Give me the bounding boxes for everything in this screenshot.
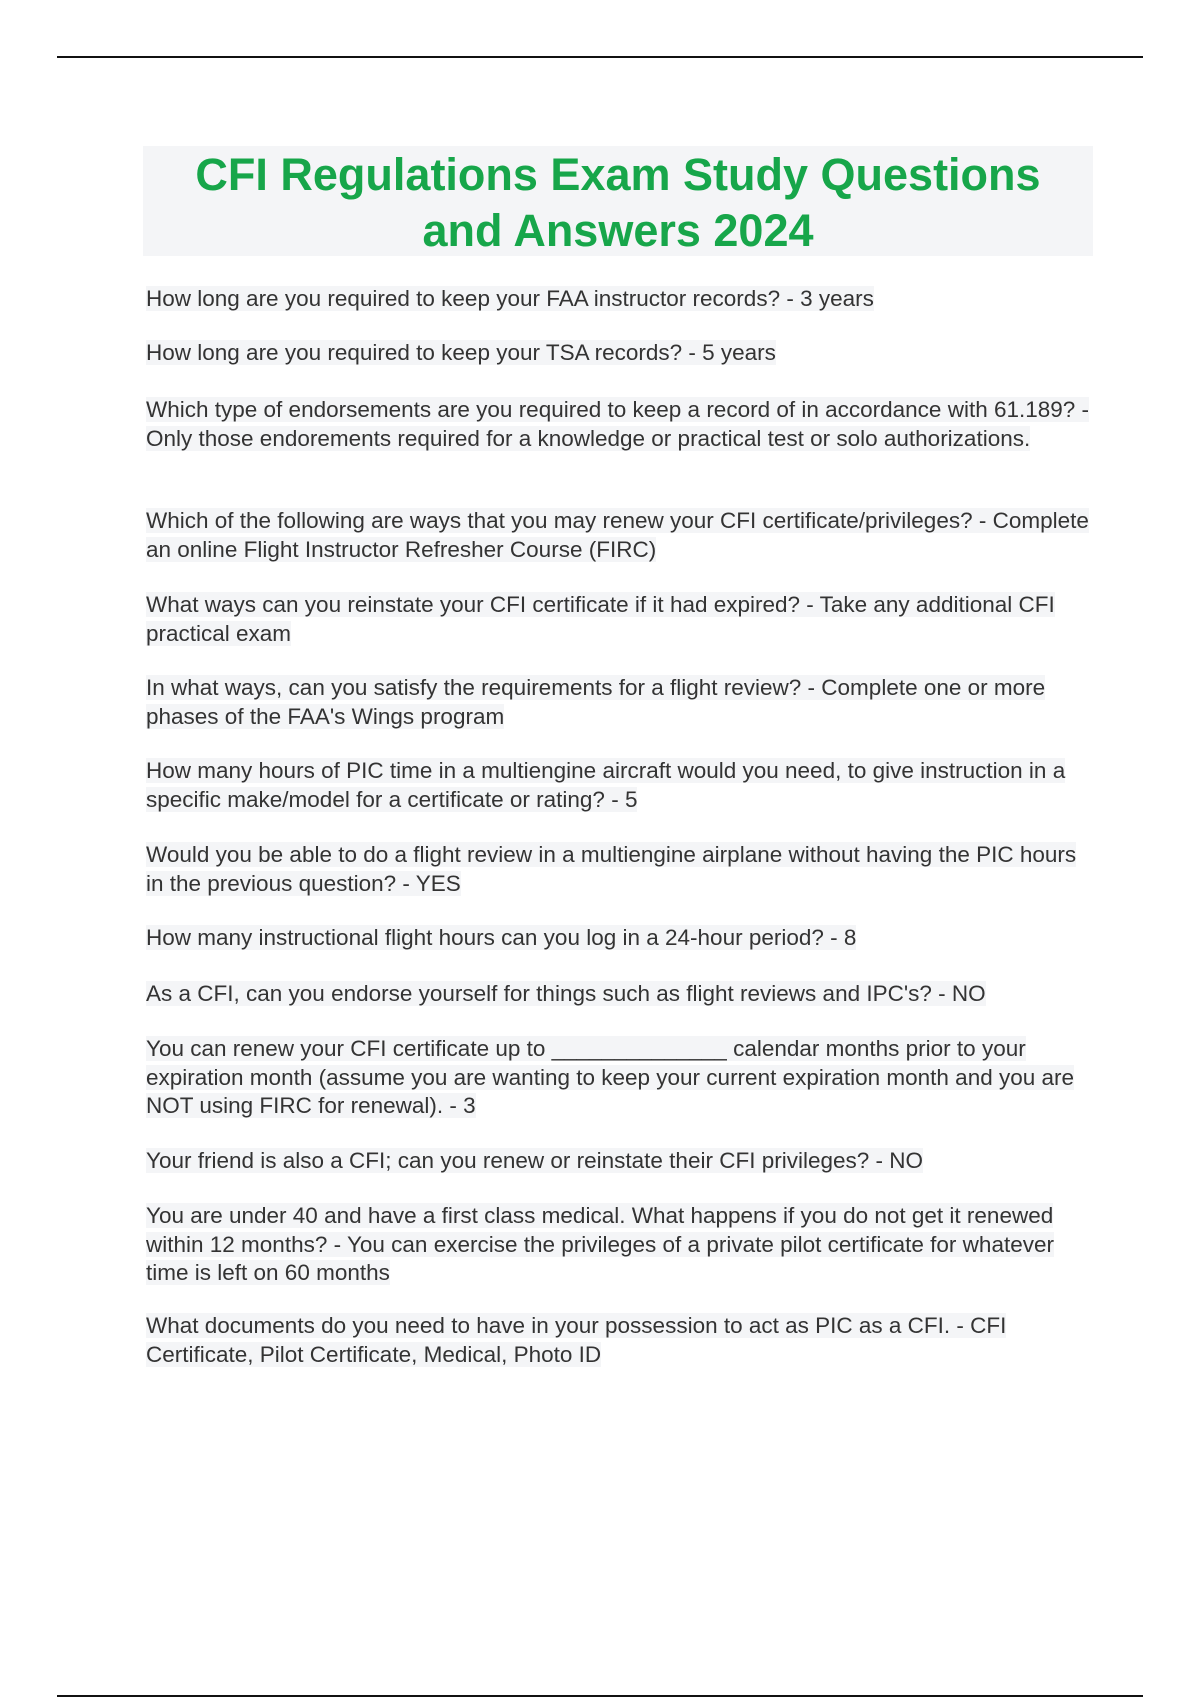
- qa-item: [146, 841, 1091, 898]
- qa-text: How long are you required to keep your FAA instructor records? - 3 years: [146, 286, 874, 311]
- qa-item: [146, 396, 1091, 453]
- qa-text: How many hours of PIC time in a multiengine aircraft would you need, to give instruction in a specific make/model for a certificate or rating? - 5: [146, 758, 1066, 812]
- qa-text: Would you be able to do a flight review in a multiengine airplane without having the PIC hours in the previous question? - YES: [146, 842, 1077, 896]
- qa-item: [146, 980, 1091, 1009]
- qa-text: Your friend is also a CFI; can you renew or reinstate their CFI privileges? - NO: [146, 1148, 923, 1173]
- qa-item: [146, 1312, 1091, 1369]
- qa-item: [146, 339, 1091, 368]
- title-line-1: CFI Regulations Exam Study Questions: [195, 149, 1041, 200]
- qa-item: [146, 507, 1091, 564]
- qa-item: [146, 285, 1091, 314]
- qa-text: How many instructional flight hours can you log in a 24-hour period? - 8: [146, 925, 857, 950]
- qa-text: In what ways, can you satisfy the requirements for a flight review? - Complete one or more phases of the FAA's Wings program: [146, 675, 1046, 729]
- qa-text: What documents do you need to have in your possession to act as PIC as a CFI. - CFI Certificate, Pilot Certificate, Medical, Photo ID: [146, 1313, 1007, 1367]
- qa-item: [146, 1035, 1091, 1121]
- document-title: [143, 146, 1093, 256]
- qa-text: You are under 40 and have a first class medical. What happens if you do not get it renewed within 12 months? - You can exercise the privileges of a private pilot certificate for whatever time is left on 60 months: [146, 1203, 1054, 1285]
- qa-item: [146, 757, 1091, 814]
- title-line-2: and Answers 2024: [422, 205, 814, 256]
- qa-text: As a CFI, can you endorse yourself for things such as flight reviews and IPC's? - NO: [146, 981, 986, 1006]
- header-rule: [57, 56, 1143, 58]
- qa-item: [146, 1202, 1091, 1288]
- qa-item: [146, 674, 1091, 731]
- qa-text: How long are you required to keep your TSA records? - 5 years: [146, 340, 776, 365]
- qa-text: What ways can you reinstate your CFI certificate if it had expired? - Take any additional CFI practical exam: [146, 592, 1055, 646]
- qa-item: [146, 591, 1091, 648]
- qa-item: [146, 1147, 1091, 1176]
- qa-text: You can renew your CFI certificate up to ______________ calendar months prior to your expiration month (assume you are wanting to keep your current expiration month and you are NOT using FIRC for renewal). - 3: [146, 1036, 1075, 1118]
- qa-text: Which type of endorsements are you required to keep a record of in accordance with 61.189? - Only those endorements required for a knowledge or practical test or solo authorizations.: [146, 397, 1090, 451]
- footer-rule: [57, 1695, 1143, 1697]
- qa-text: Which of the following are ways that you may renew your CFI certificate/privileges? - Complete an online Flight Instructor Refresher Course (FIRC): [146, 508, 1089, 562]
- qa-item: [146, 924, 1091, 953]
